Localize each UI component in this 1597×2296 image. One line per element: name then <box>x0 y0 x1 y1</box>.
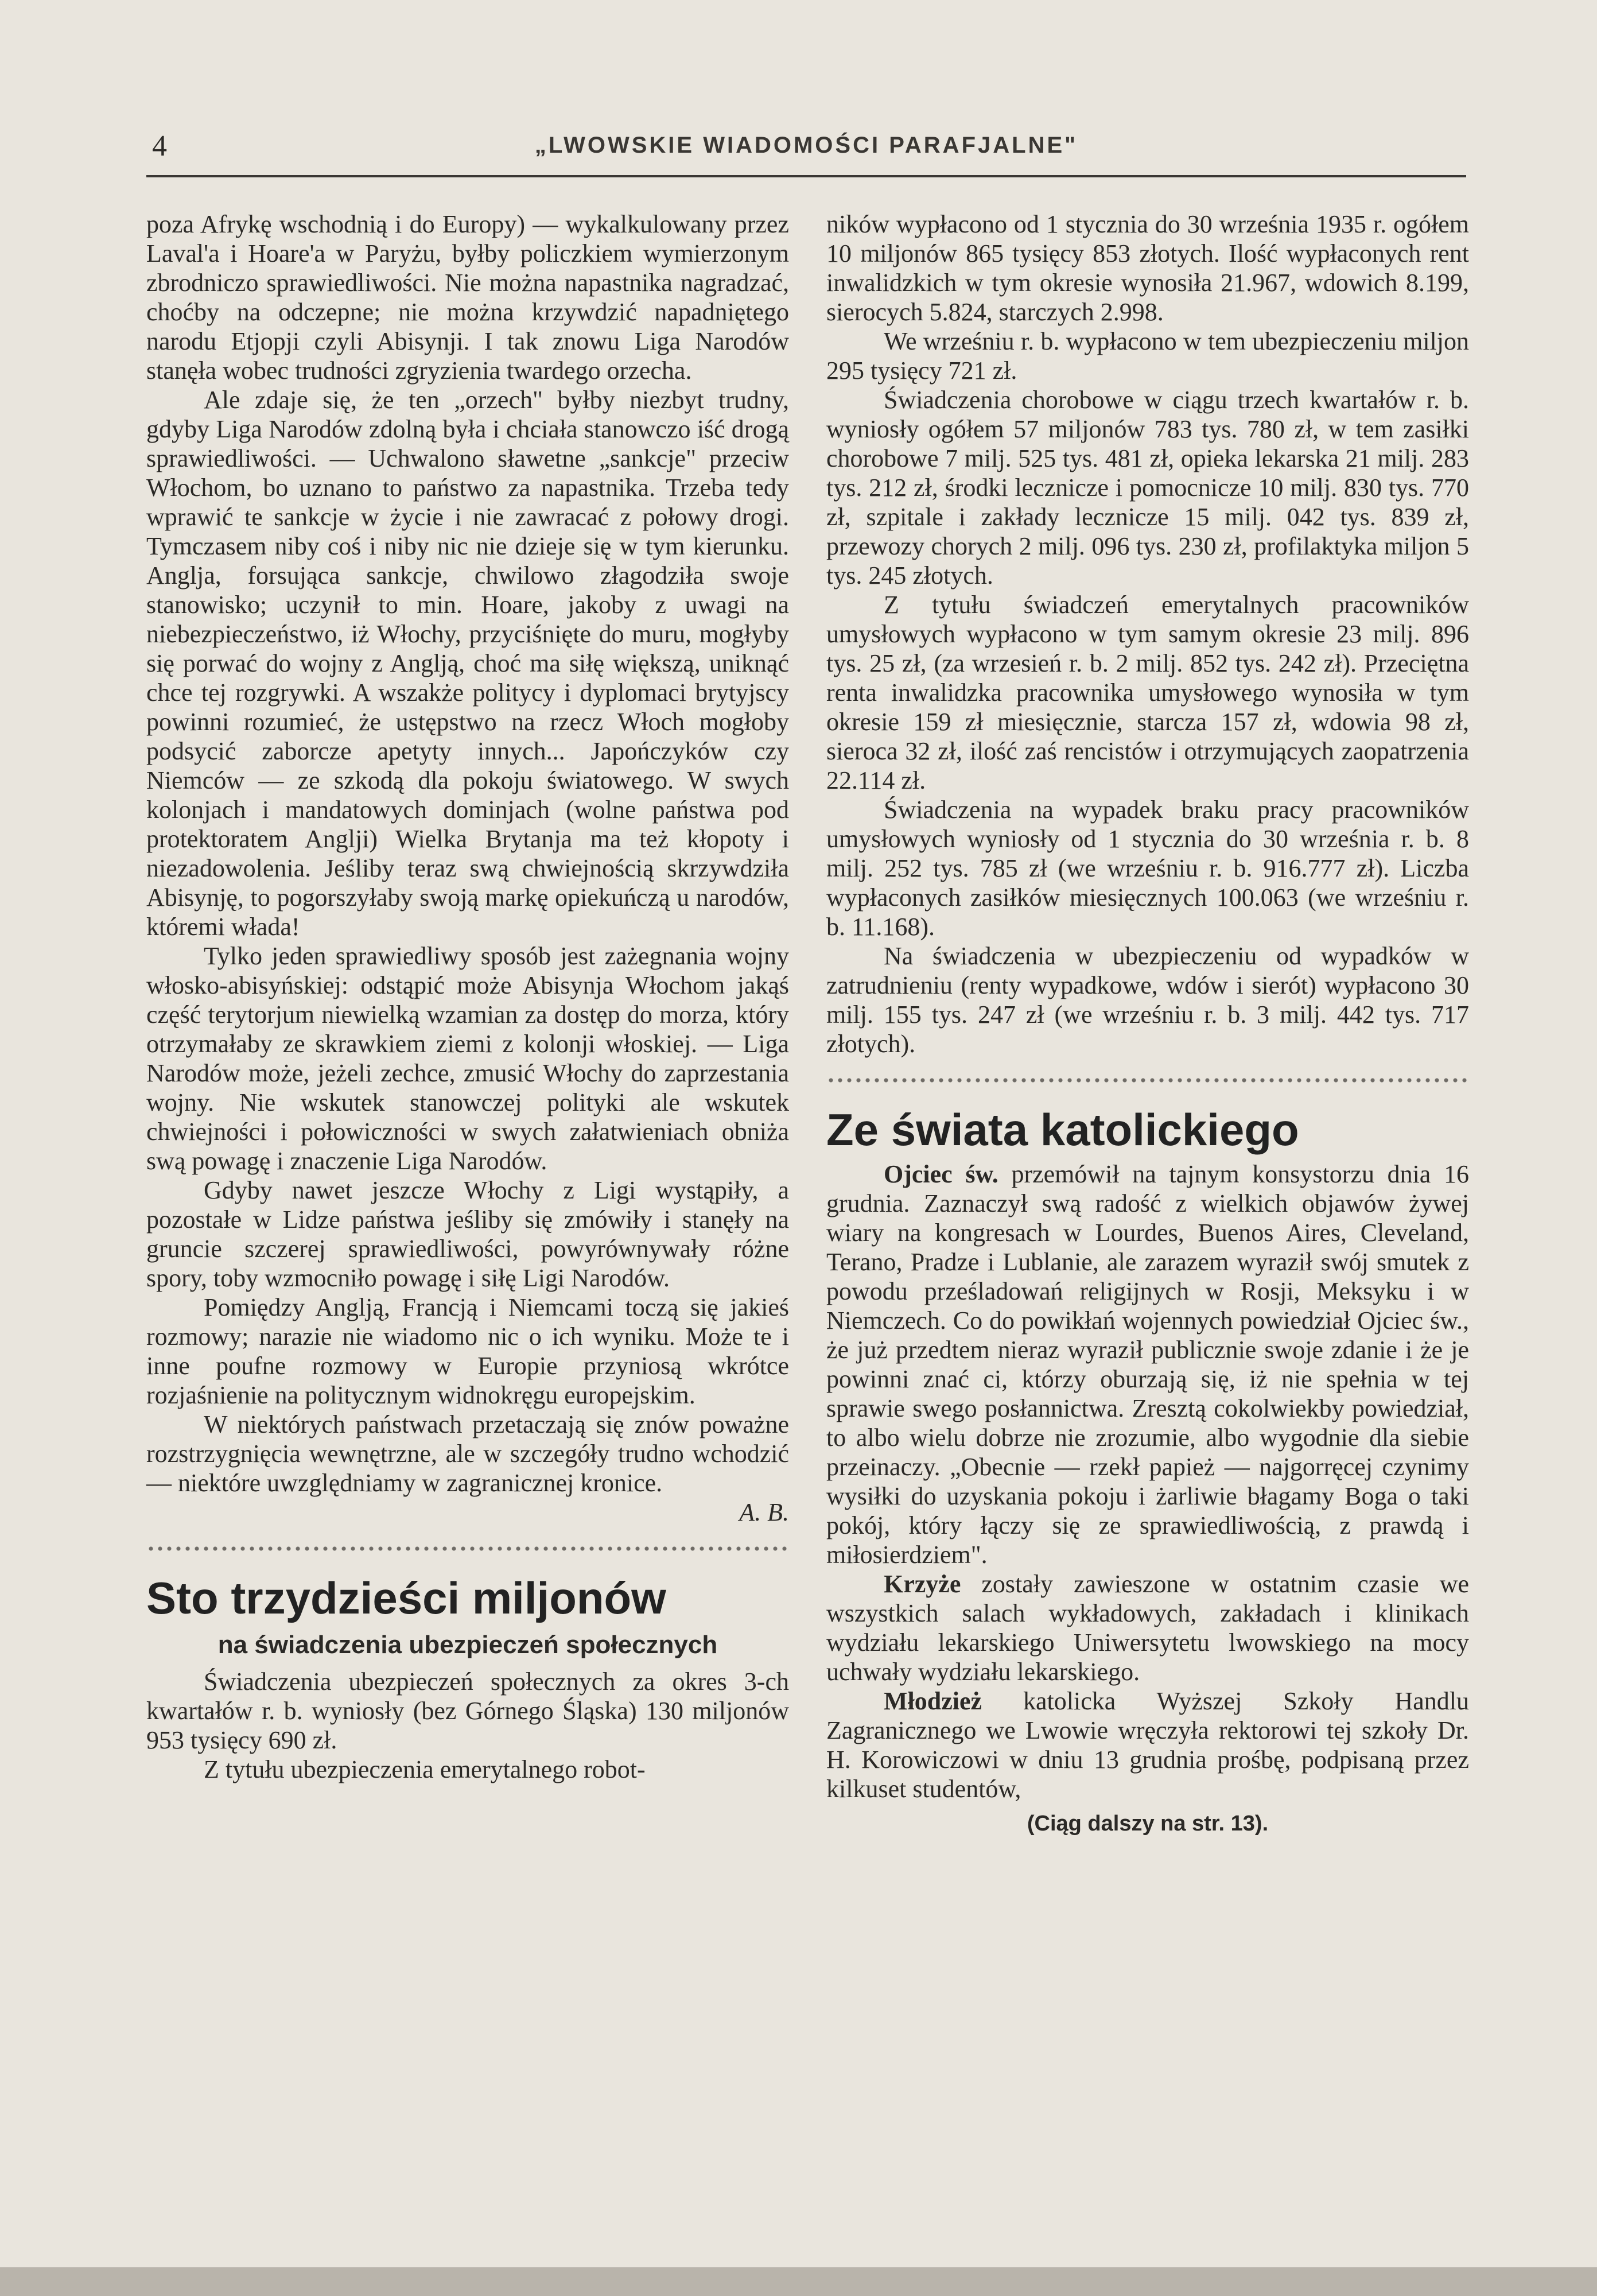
scan-edge <box>0 2267 1597 2296</box>
article1-paragraph: Ale zdaje się, że ten „orzech" byłby niezbyt trudny, gdyby Liga Narodów zdolną była i chciała stanowczo iść drogą sprawiedliwości. — Uchwalono sławetne „sankcje" przeciw Włochom, bo uznano to państwo za napastnika. Trzeba tedy wprawić te sankcje w życie i nie zawracać z połowy drogi. Tymczasem niby coś i niby nic nie dzieje się w tym kierunku. Anglja, forsująca sankcje, chwilowo złagodziła swoje stanowisko; uczynił to min. Hoare, jakoby z uwagi na niebezpieczeństwo, iż Włochy, przyciśnięte do muru, mogłyby się porwać do wojny z Anglją, choć ma siłę większą, uniknąć chce tej rozgrywki. A wszakże politycy i dyplomaci brytyjscy powinni rozumieć, że ustępstwo na rzecz Włoch mogłoby podsycić zaborcze apetyty innych... Japończyków czy Niemców — ze szkodą dla pokoju światowego. W swych kolonjach i mandatowych dominjach (wolne państwa pod protektoratem Anglji) Wielka Brytanja ma też kłopoty i niezadowolenia. Jeśliby teraz swą chwiejnością skrzywdziła Abisynję, to pogorszyłaby swoją markę opiekuńczą u narodów, któremi włada! <box>146 386 789 941</box>
news-item-lead: Ojciec św. <box>884 1160 998 1188</box>
news-item <box>826 1569 1469 1686</box>
article2-paragraph: We wrześniu r. b. wypłacono w tem ubezpieczeniu miljon 295 tysięcy 721 zł. <box>826 327 1469 385</box>
section-divider <box>826 1076 1469 1089</box>
page-number: 4 <box>152 130 167 162</box>
news-item-lead: Młodzież <box>884 1687 982 1715</box>
article1-paragraph: poza Afrykę wschodnią i do Europy) — wykalkulowany przez Laval'a i Hoare'a w Paryżu, byłby policzkiem wymierzonym zbrodniczo sprawiedliwości. Nie można napastnika nagradzać, choćby na odczepne; nie można krzywdzić napadniętego narodu Etjopji czyli Abisynji. I tak znowu Liga Narodów stanęła wobec trudności zgryzienia twardego orzecha. <box>146 210 789 385</box>
article2-paragraph: Świadczenia na wypadek braku pracy pracowników umysłowych wyniosły od 1 stycznia do 30 września r. b. 8 milj. 252 tys. 785 zł (we wrześniu r. b. 916.777 zł). Liczba wypłaconych zasiłków miesięcznych 100.063 (we wrześniu r. b. 11.168). <box>826 796 1469 941</box>
news-item <box>826 1686 1469 1804</box>
article2-paragraph: Świadczenia chorobowe w ciągu trzech kwartałów r. b. wyniosły ogółem 57 miljonów 783 tys. 780 zł, w tem zasiłki chorobowe 7 milj. 525 tys. 481 zł, opieka lekarska 21 milj. 283 tys. 212 zł, środki lecznicze i pomocnicze 10 milj. 830 tys. 770 zł, szpitale i zakłady lecznicze 15 milj. 042 tys. 839 zł, przewozy chorych 2 milj. 096 tys. 230 zł, profilaktyka miljon 5 tys. 245 złotych. <box>826 386 1469 589</box>
news-item <box>826 1159 1469 1569</box>
article2-paragraph: Z tytułu świadczeń emerytalnych pracowników umysłowych wypłacono w tym samym okresie 23 milj. 896 tys. 25 zł, (za wrzesień r. b. 2 milj. 852 tys. 242 zł). Przeciętna renta inwalidzka pracownika umysłowego wynosiła w tym okresie 159 zł miesięcznie, starcza 157 zł, wdowia 98 zł, sieroca 32 zł, ilość zaś rencistów i otrzymujących zaopatrzenia 22.114 zł. <box>826 591 1469 794</box>
section-divider <box>146 1544 789 1558</box>
article1-paragraph: W niektórych państwach przetaczają się znów poważne rozstrzygnięcia wewnętrzne, ale w szczegóły trudno wchodzić — niektóre uwzględniamy w zagranicznej kronice. <box>146 1410 789 1497</box>
article1-paragraph: Pomiędzy Anglją, Francją i Niemcami toczą się jakieś rozmowy; narazie nie wiadomo nic o ich wyniku. Może te i inne poufne rozmowy w Europie przyniosą wkrótce rozjaśnienie na politycznym widnokręgu europejskim. <box>146 1293 789 1409</box>
article1-paragraph: Gdyby nawet jeszcze Włochy z Ligi wystąpiły, a pozostałe w Lidze państwa jeśliby się zmówiły i stanęły na gruncie szczerej sprawiedliwości, powyrównywały różne spory, toby wzmocniło powagę i siłę Ligi Narodów. <box>146 1176 789 1292</box>
article2-title: Sto trzydzieści miljonów <box>146 1573 666 1623</box>
news-item-text: przemówił na tajnym konsystorzu dnia 16 grudnia. Zaznaczył swą radość z wielkich objawów żywej wiary na kongresach w Lourdes, Buenos Aires, Cleveland, Terano, Pradze i Lublanie, ale zarazem wyraził swój smutek z powodu prześladowań religijnych w Rosji, Meksyku i w Niemczech. Co do powikłań wojennych powiedział Ojciec św., że już przedtem nieraz wyraził publicznie swoje zdanie i że je powinni znać ci, którzy oburzają się, iż nie spełnia w tej sprawie swego posłannictwa. Zresztą cokolwiekby powiedział, to albo wielu dobrze nie zrozumie, albo wygodnie dla siebie przeinaczy. „Obecnie — rzekł papież — najgorręcej czynimy wysiłki do uzyskania pokoju i żarliwie błagamy Boga o taki pokój, który łączy się ze sprawiedliwością, z prawdą i miłosierdziem". <box>826 1160 1469 1569</box>
news-item-lead: Krzyże <box>884 1570 961 1598</box>
article1-signature: A. B. <box>739 1498 789 1526</box>
article2-paragraph: Na świadczenia w ubezpieczeniu od wypadków w zatrudnieniu (renty wypadkowe, wdów i sierót) wypłacono 30 milj. 155 tys. 247 zł (we wrześniu r. b. 3 milj. 442 tys. 717 złotych). <box>826 942 1469 1058</box>
article2-paragraph: Z tytułu ubezpieczenia emerytalnego robot- <box>204 1755 646 1783</box>
news-item-text: katolicka Wyższej Szkoły Handlu Zagranicznego we Lwowie wręczyła rektorowi tej szkoły Dr. H. Korowiczowi w dniu 13 grudnia prośbę, podpisaną przez kilkuset studentów, <box>826 1687 1469 1803</box>
article2-paragraph: Świadczenia ubezpieczeń społecznych za okres 3-ch kwartałów r. b. wyniosły (bez Górnego Śląska) 130 miljonów 953 tysięcy 690 zł. <box>146 1667 789 1754</box>
page-header <box>146 129 1466 177</box>
article2-paragraph: ników wypłacono od 1 stycznia do 30 września 1935 r. ogółem 10 miljonów 865 tysięcy 853 złotych. Ilość wypłaconych rent inwalidzkich w tym okresie wynosiła 21.967, wdowich 8.199, sierocych 5.824, starczych 2.998. <box>826 210 1469 326</box>
continuation-note: (Ciąg dalszy na str. 13). <box>1027 1812 1269 1836</box>
news-item-text: zostały zawieszone w ostatnim czasie we wszystkich salach wykładowych, zakładach i klinikach wydziału lekarskiego Uniwersytetu lwowskiego na mocy uchwały wydziału lekarskiego. <box>826 1570 1469 1686</box>
running-title: „LWOWSKIE WIADOMOŚCI PARAFJALNE" <box>534 133 1078 158</box>
right-column <box>826 210 1469 1839</box>
article3-title: Ze świata katolickiego <box>826 1104 1299 1155</box>
article1-paragraph: Tylko jeden sprawiedliwy sposób jest zażegnania wojny włosko-abisyńskiej: odstąpić może Abisynja Włochom jakąś część terytorjum niewielką wzamian za dostęp do morza, który otrzymałaby ze skrawkiem ziemi z kolonji włoskiej. — Liga Narodów może, jeżeli zechce, zmusić Włochy do zaprzestania wojny. Nie wskutek stanowczej polityki ale wskutek chwiejności i połowiczności w swych załatwieniach obniża swą powagę i znaczenie Liga Narodów. <box>146 942 789 1175</box>
article2-subtitle: na świadczenia ubezpieczeń społecznych <box>217 1631 718 1659</box>
left-column <box>146 210 789 1784</box>
